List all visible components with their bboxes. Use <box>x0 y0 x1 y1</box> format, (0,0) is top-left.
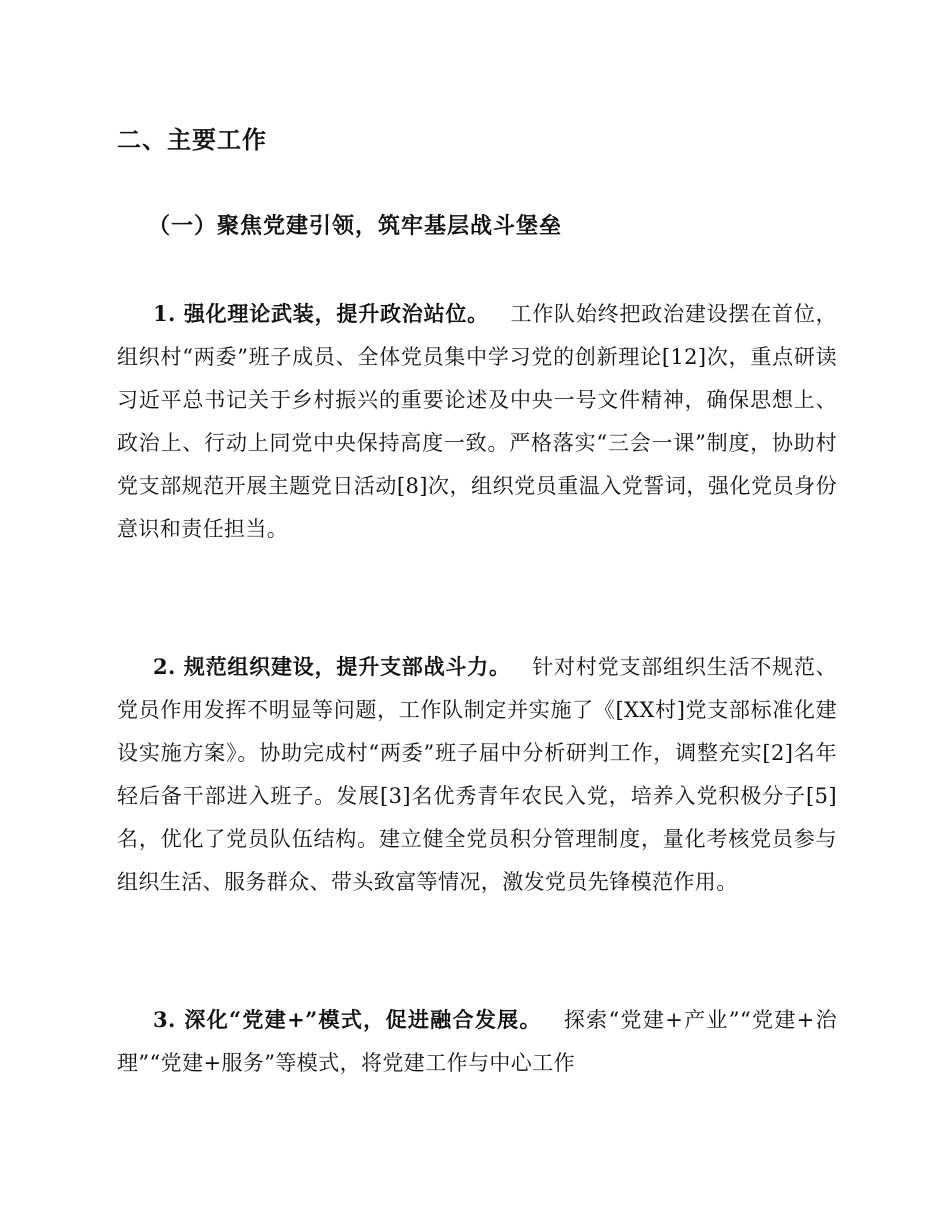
paragraph-1-lead: 1. 强化理论武装，提升政治站位。 <box>153 301 489 326</box>
paragraph-1 <box>117 292 837 551</box>
paragraph-3-body: 探索“党建+产业”“党建+治理”“党建+服务”等模式，将党建工作与中心工作 <box>117 1008 837 1075</box>
paragraph-2 <box>117 645 837 904</box>
section-heading: 二、主要工作 <box>117 126 267 154</box>
paragraph-1-body: 工作队始终把政治建设摆在首位，组织村“两委”班子成员、全体党员集中学习党的创新理论[12]次，重点研读习近平总书记关于乡村振兴的重要论述及中央一号文件精神，确保思想上、政治上、行动上同党中央保持高度一致。严格落实“三会一课”制度，协助村党支部规范开展主题党日活动[8]次，组织党员重温入党誓词，强化党员身份意识和责任担当。 <box>117 302 838 541</box>
paragraph-2-body: 针对村党支部组织生活不规范、党员作用发挥不明显等问题，工作队制定并实施了《[XX村]党支部标准化建设实施方案》。协助完成村“两委”班子届中分析研判工作，调整充实[2]名年轻后备干部进入班子。发展[3]名优秀青年农民入党，培养入党积极分子[5]名，优化了党员队伍结构。建立健全党员积分管理制度，量化考核党员参与组织生活、服务群众、带头致富等情况，激发党员先锋模范作用。 <box>117 655 838 894</box>
paragraph-3 <box>117 998 837 1085</box>
paragraph-2-lead: 2. 规范组织建设，提升支部战斗力。 <box>153 654 511 679</box>
subsection-heading: （一）聚焦党建引领，筑牢基层战斗堡垒 <box>148 213 563 239</box>
paragraph-3-lead: 3. 深化“党建+”模式，促进融合发展。 <box>153 1007 542 1032</box>
